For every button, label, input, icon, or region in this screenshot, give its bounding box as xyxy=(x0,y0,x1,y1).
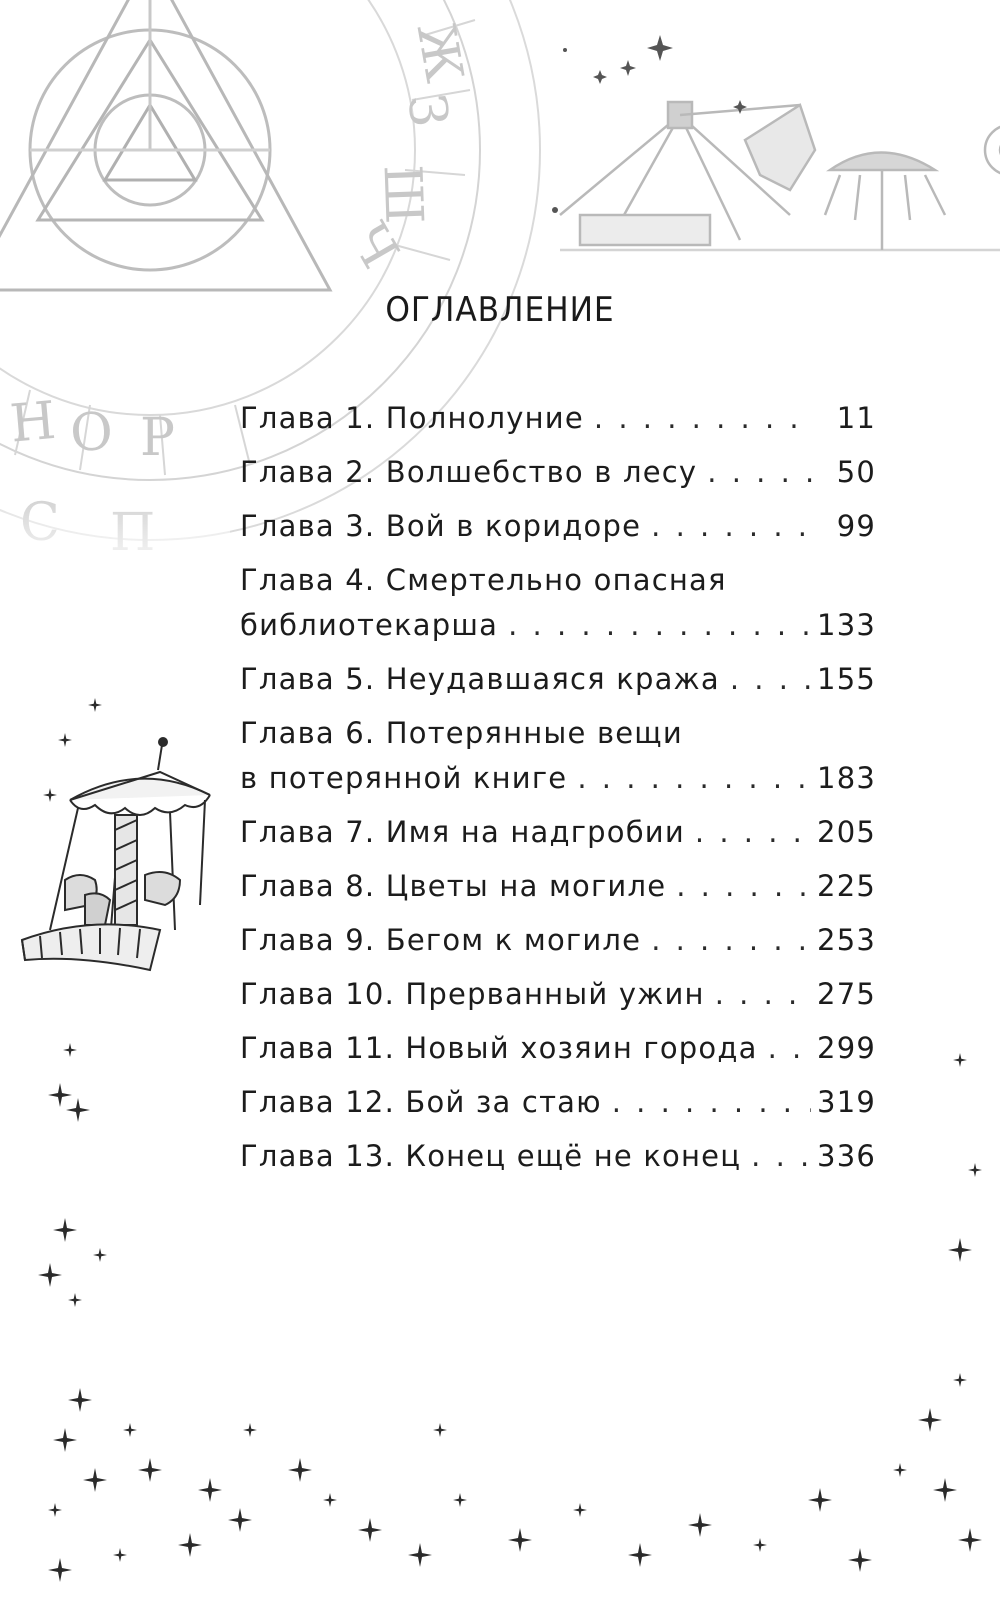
page-number: 299 xyxy=(817,1031,876,1065)
chapter-title: Глава 6. Потерянные вещи xyxy=(240,716,683,750)
chapter-title: Глава 7. Имя на надгробии xyxy=(240,815,685,849)
toc-entry xyxy=(240,657,876,702)
toc-entry xyxy=(240,558,876,648)
dot-leader xyxy=(695,810,811,855)
chapter-title-continued: в потерянной книге xyxy=(240,761,568,795)
page-number: 225 xyxy=(817,869,876,903)
chapter-title: Глава 1. Полнолуние xyxy=(240,401,584,435)
svg-text:Ж: Ж xyxy=(404,18,474,87)
chapter-title: Глава 8. Цветы на могиле xyxy=(240,869,667,903)
dot-leader xyxy=(577,756,811,801)
dot-leader xyxy=(715,972,811,1017)
chapter-title: Глава 4. Смертельно опасная xyxy=(240,563,727,597)
dot-leader xyxy=(676,864,811,909)
dot-leader xyxy=(751,1134,811,1179)
svg-text:Ч: Ч xyxy=(337,213,410,279)
dot-leader xyxy=(612,1080,811,1125)
chapter-title: Глава 13. Конец ещё не конец xyxy=(240,1139,742,1173)
toc-entry xyxy=(240,972,876,1017)
dot-leader xyxy=(594,396,814,441)
dot-leader xyxy=(768,1026,811,1071)
chapter-title: Глава 10. Прерванный ужин xyxy=(240,977,705,1011)
page-number: 275 xyxy=(817,977,876,1011)
page-number: 183 xyxy=(817,761,876,795)
toc-list xyxy=(240,396,876,1188)
toc-entry xyxy=(240,450,876,495)
toc-entry xyxy=(240,810,876,855)
chapter-title: Глава 3. Вой в коридоре xyxy=(240,509,642,543)
page-number: 205 xyxy=(817,815,876,849)
chapter-title: Глава 2. Волшебство в лесу xyxy=(240,455,698,489)
toc-entry xyxy=(240,504,876,549)
toc-title: ОГЛАВЛЕНИЕ xyxy=(385,290,615,330)
toc-entry xyxy=(240,918,876,963)
toc-entry xyxy=(240,1026,876,1071)
page-number: 133 xyxy=(817,608,876,642)
chapter-title: Глава 12. Бой за стаю xyxy=(240,1085,602,1119)
page-number: 253 xyxy=(817,923,876,957)
dot-leader xyxy=(651,918,811,963)
dot-leader xyxy=(707,450,814,495)
page-number: 99 xyxy=(836,509,876,543)
chapter-title: Глава 5. Неудавшаяся кража xyxy=(240,662,720,696)
svg-text:Ш: Ш xyxy=(371,163,434,226)
dot-leader xyxy=(651,504,814,549)
dot-leader xyxy=(730,657,811,702)
chapter-title-continued: библиотекарша xyxy=(240,608,499,642)
svg-text:З: З xyxy=(395,91,459,130)
toc-entry xyxy=(240,396,876,441)
page-number: 155 xyxy=(817,662,876,696)
toc-entry xyxy=(240,864,876,909)
page-number: 50 xyxy=(836,455,876,489)
chapter-title: Глава 9. Бегом к могиле xyxy=(240,923,642,957)
toc-entry xyxy=(240,1080,876,1125)
dot-leader xyxy=(508,603,811,648)
toc-entry xyxy=(240,1134,876,1179)
toc-entry xyxy=(240,711,876,801)
page-number: 319 xyxy=(817,1085,876,1119)
page-number: 11 xyxy=(836,401,876,435)
chapter-title: Глава 11. Новый хозяин города xyxy=(240,1031,758,1065)
page-number: 336 xyxy=(817,1139,876,1173)
